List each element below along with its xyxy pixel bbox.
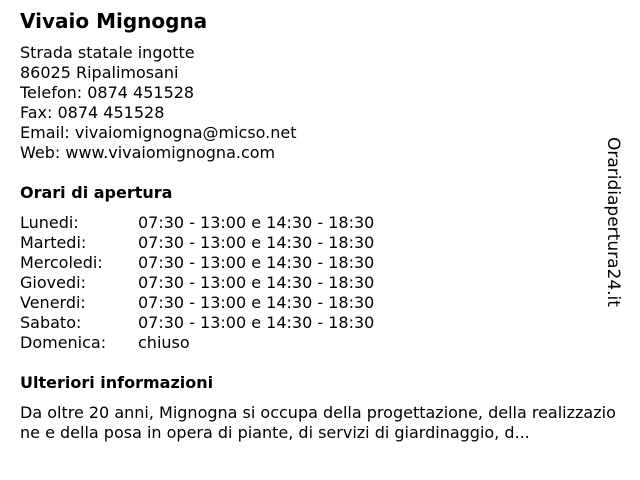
fax-line: Fax: 0874 451528 <box>20 103 165 122</box>
time-value: 07:30 - 13:00 e 14:30 - 18:30 <box>138 253 375 272</box>
day-label: Lunedi: <box>20 213 79 232</box>
contact-details <box>20 43 297 163</box>
day-label: Giovedi: <box>20 273 86 292</box>
day-label: Martedi: <box>20 233 87 252</box>
day-label: Domenica: <box>20 333 107 352</box>
address-street: Strada statale ingotte <box>20 43 195 62</box>
further-info-heading: Ulteriori informazioni <box>20 373 214 392</box>
time-value: 07:30 - 13:00 e 14:30 - 18:30 <box>138 213 375 232</box>
time-value: 07:30 - 13:00 e 14:30 - 18:30 <box>138 233 375 252</box>
time-value: chiuso <box>138 333 190 352</box>
web-line: Web: www.vivaiomignogna.com <box>20 143 276 162</box>
time-value: 07:30 - 13:00 e 14:30 - 18:30 <box>138 293 375 312</box>
time-value: 07:30 - 13:00 e 14:30 - 18:30 <box>138 313 375 332</box>
phone-line: Telefon: 0874 451528 <box>20 83 195 102</box>
opening-hours-heading: Orari di apertura <box>20 183 173 202</box>
day-label: Sabato: <box>20 313 82 332</box>
business-name: Vivaio Mignogna <box>20 9 208 33</box>
day-label: Mercoledi: <box>20 253 103 272</box>
further-info-text: Da oltre 20 anni, Mignogna si occupa della progettazione, della realizzazione e della posa in opera di piante, di servizi di giardinaggio, d... <box>20 403 616 442</box>
day-label: Venerdi: <box>20 293 86 312</box>
address-city: 86025 Ripalimosani <box>20 63 179 82</box>
email-line: Email: vivaiomignogna@micso.net <box>20 123 297 142</box>
time-value: 07:30 - 13:00 e 14:30 - 18:30 <box>138 273 375 292</box>
brand-watermark: Oraridiapertura24.it <box>603 137 623 307</box>
